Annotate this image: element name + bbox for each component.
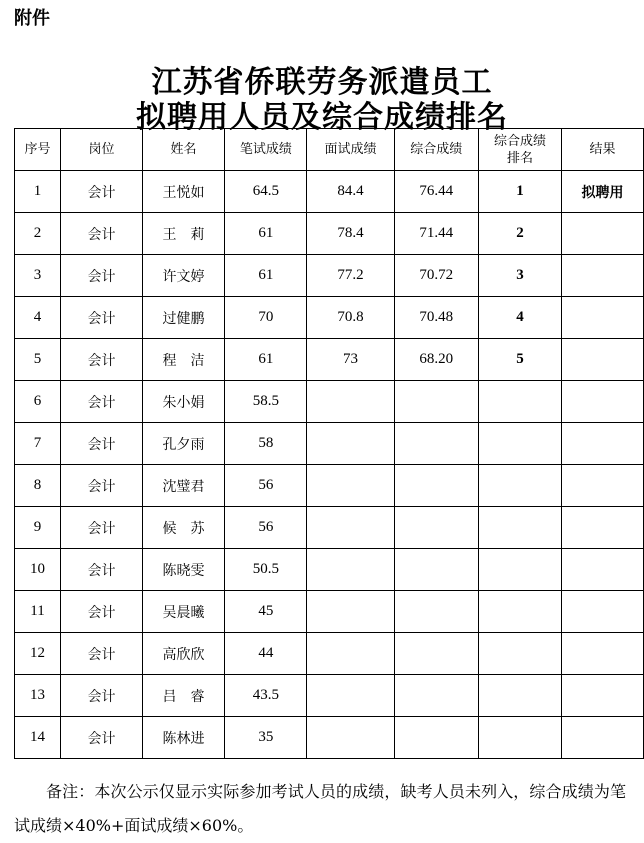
cell-total-score: 71.44 — [394, 213, 478, 255]
cell-no: 12 — [15, 633, 61, 675]
cell-rank — [478, 381, 561, 423]
cell-total-score — [394, 507, 478, 549]
attachment-label: 附件 — [14, 8, 50, 29]
cell-position: 会计 — [61, 465, 143, 507]
cell-name: 陈林进 — [142, 717, 224, 759]
header-no: 序号 — [15, 129, 61, 171]
cell-position: 会计 — [61, 675, 143, 717]
cell-written-score: 58 — [225, 423, 307, 465]
cell-rank — [478, 549, 561, 591]
cell-no: 5 — [15, 339, 61, 381]
header-name: 姓名 — [142, 129, 224, 171]
header-rank-label: 综合成绩排名 — [494, 133, 547, 166]
cell-name: 陈晓雯 — [142, 549, 224, 591]
cell-result — [562, 339, 644, 381]
table-row — [15, 213, 644, 255]
cell-interview-score: 70.8 — [307, 297, 394, 339]
table-row — [15, 381, 644, 423]
cell-interview-score — [307, 465, 394, 507]
cell-rank: 1 — [478, 171, 561, 213]
cell-no: 10 — [15, 549, 61, 591]
cell-result — [562, 549, 644, 591]
cell-name: 高欣欣 — [142, 633, 224, 675]
cell-interview-score — [307, 591, 394, 633]
cell-name: 许文婷 — [142, 255, 224, 297]
cell-result — [562, 423, 644, 465]
cell-rank: 5 — [478, 339, 561, 381]
cell-no: 7 — [15, 423, 61, 465]
cell-rank — [478, 423, 561, 465]
page-title-line1: 江苏省侨联劳务派遣员工 — [151, 65, 493, 100]
cell-interview-score — [307, 675, 394, 717]
cell-total-score — [394, 717, 478, 759]
table-row — [15, 507, 644, 549]
table-row — [15, 633, 644, 675]
cell-name: 候 苏 — [142, 507, 224, 549]
cell-no: 13 — [15, 675, 61, 717]
cell-interview-score — [307, 717, 394, 759]
header-result: 结果 — [562, 129, 644, 171]
ranking-table — [14, 128, 644, 759]
cell-name: 吴晨曦 — [142, 591, 224, 633]
table-row — [15, 549, 644, 591]
table-row — [15, 465, 644, 507]
cell-rank — [478, 591, 561, 633]
cell-no: 2 — [15, 213, 61, 255]
table-row — [15, 423, 644, 465]
cell-result — [562, 465, 644, 507]
cell-total-score — [394, 381, 478, 423]
cell-total-score: 70.72 — [394, 255, 478, 297]
cell-written-score: 45 — [225, 591, 307, 633]
cell-rank — [478, 675, 561, 717]
cell-result — [562, 381, 644, 423]
cell-name: 孔夕雨 — [142, 423, 224, 465]
cell-position: 会计 — [61, 213, 143, 255]
cell-total-score — [394, 675, 478, 717]
cell-name: 吕 睿 — [142, 675, 224, 717]
header-interview-score: 面试成绩 — [307, 129, 394, 171]
cell-position: 会计 — [61, 549, 143, 591]
cell-written-score: 61 — [225, 339, 307, 381]
cell-result — [562, 297, 644, 339]
cell-name: 王 莉 — [142, 213, 224, 255]
cell-written-score: 58.5 — [225, 381, 307, 423]
cell-name: 王悦如 — [142, 171, 224, 213]
footnote: 备注：本次公示仅显示实际参加考试人员的成绩，缺考人员未列入，综合成绩为笔试成绩×40%+面试成绩×60%。 — [14, 782, 626, 835]
table-row — [15, 171, 644, 213]
cell-rank: 3 — [478, 255, 561, 297]
cell-rank — [478, 507, 561, 549]
cell-interview-score — [307, 423, 394, 465]
cell-written-score: 70 — [225, 297, 307, 339]
cell-rank — [478, 633, 561, 675]
cell-written-score: 44 — [225, 633, 307, 675]
table-row — [15, 297, 644, 339]
table-row — [15, 717, 644, 759]
cell-interview-score — [307, 381, 394, 423]
cell-interview-score: 84.4 — [307, 171, 394, 213]
cell-position: 会计 — [61, 633, 143, 675]
cell-no: 4 — [15, 297, 61, 339]
cell-no: 8 — [15, 465, 61, 507]
cell-no: 6 — [15, 381, 61, 423]
cell-position: 会计 — [61, 297, 143, 339]
cell-name: 程 洁 — [142, 339, 224, 381]
cell-no: 14 — [15, 717, 61, 759]
cell-interview-score — [307, 549, 394, 591]
cell-rank: 4 — [478, 297, 561, 339]
cell-position: 会计 — [61, 717, 143, 759]
cell-position: 会计 — [61, 255, 143, 297]
page-title-line2: 拟聘用人员及综合成绩排名 — [136, 100, 508, 135]
cell-total-score — [394, 591, 478, 633]
table-header-row — [15, 129, 644, 171]
cell-total-score: 70.48 — [394, 297, 478, 339]
table-row — [15, 339, 644, 381]
cell-written-score: 35 — [225, 717, 307, 759]
cell-interview-score: 78.4 — [307, 213, 394, 255]
header-written-score: 笔试成绩 — [225, 129, 307, 171]
cell-name: 沈璧君 — [142, 465, 224, 507]
cell-no: 11 — [15, 591, 61, 633]
cell-result — [562, 507, 644, 549]
cell-result: 拟聘用 — [562, 171, 644, 213]
cell-result — [562, 633, 644, 675]
cell-total-score: 68.20 — [394, 339, 478, 381]
cell-written-score: 56 — [225, 465, 307, 507]
cell-result — [562, 255, 644, 297]
cell-position: 会计 — [61, 381, 143, 423]
cell-written-score: 43.5 — [225, 675, 307, 717]
cell-total-score: 76.44 — [394, 171, 478, 213]
header-rank — [478, 129, 561, 171]
table-row — [15, 675, 644, 717]
cell-name: 朱小娟 — [142, 381, 224, 423]
cell-interview-score — [307, 507, 394, 549]
cell-result — [562, 591, 644, 633]
cell-position: 会计 — [61, 591, 143, 633]
cell-no: 9 — [15, 507, 61, 549]
cell-written-score: 50.5 — [225, 549, 307, 591]
cell-position: 会计 — [61, 171, 143, 213]
cell-total-score — [394, 423, 478, 465]
cell-name: 过健鹏 — [142, 297, 224, 339]
cell-total-score — [394, 549, 478, 591]
cell-rank: 2 — [478, 213, 561, 255]
cell-rank — [478, 465, 561, 507]
table-row — [15, 255, 644, 297]
cell-written-score: 61 — [225, 213, 307, 255]
cell-interview-score: 73 — [307, 339, 394, 381]
header-total-score: 综合成绩 — [394, 129, 478, 171]
header-position: 岗位 — [61, 129, 143, 171]
cell-interview-score — [307, 633, 394, 675]
cell-result — [562, 717, 644, 759]
cell-rank — [478, 717, 561, 759]
cell-no: 1 — [15, 171, 61, 213]
cell-position: 会计 — [61, 507, 143, 549]
cell-written-score: 64.5 — [225, 171, 307, 213]
cell-written-score: 56 — [225, 507, 307, 549]
cell-no: 3 — [15, 255, 61, 297]
cell-position: 会计 — [61, 423, 143, 465]
cell-written-score: 61 — [225, 255, 307, 297]
cell-result — [562, 213, 644, 255]
cell-position: 会计 — [61, 339, 143, 381]
cell-interview-score: 77.2 — [307, 255, 394, 297]
table-row — [15, 591, 644, 633]
cell-total-score — [394, 633, 478, 675]
cell-total-score — [394, 465, 478, 507]
cell-result — [562, 675, 644, 717]
